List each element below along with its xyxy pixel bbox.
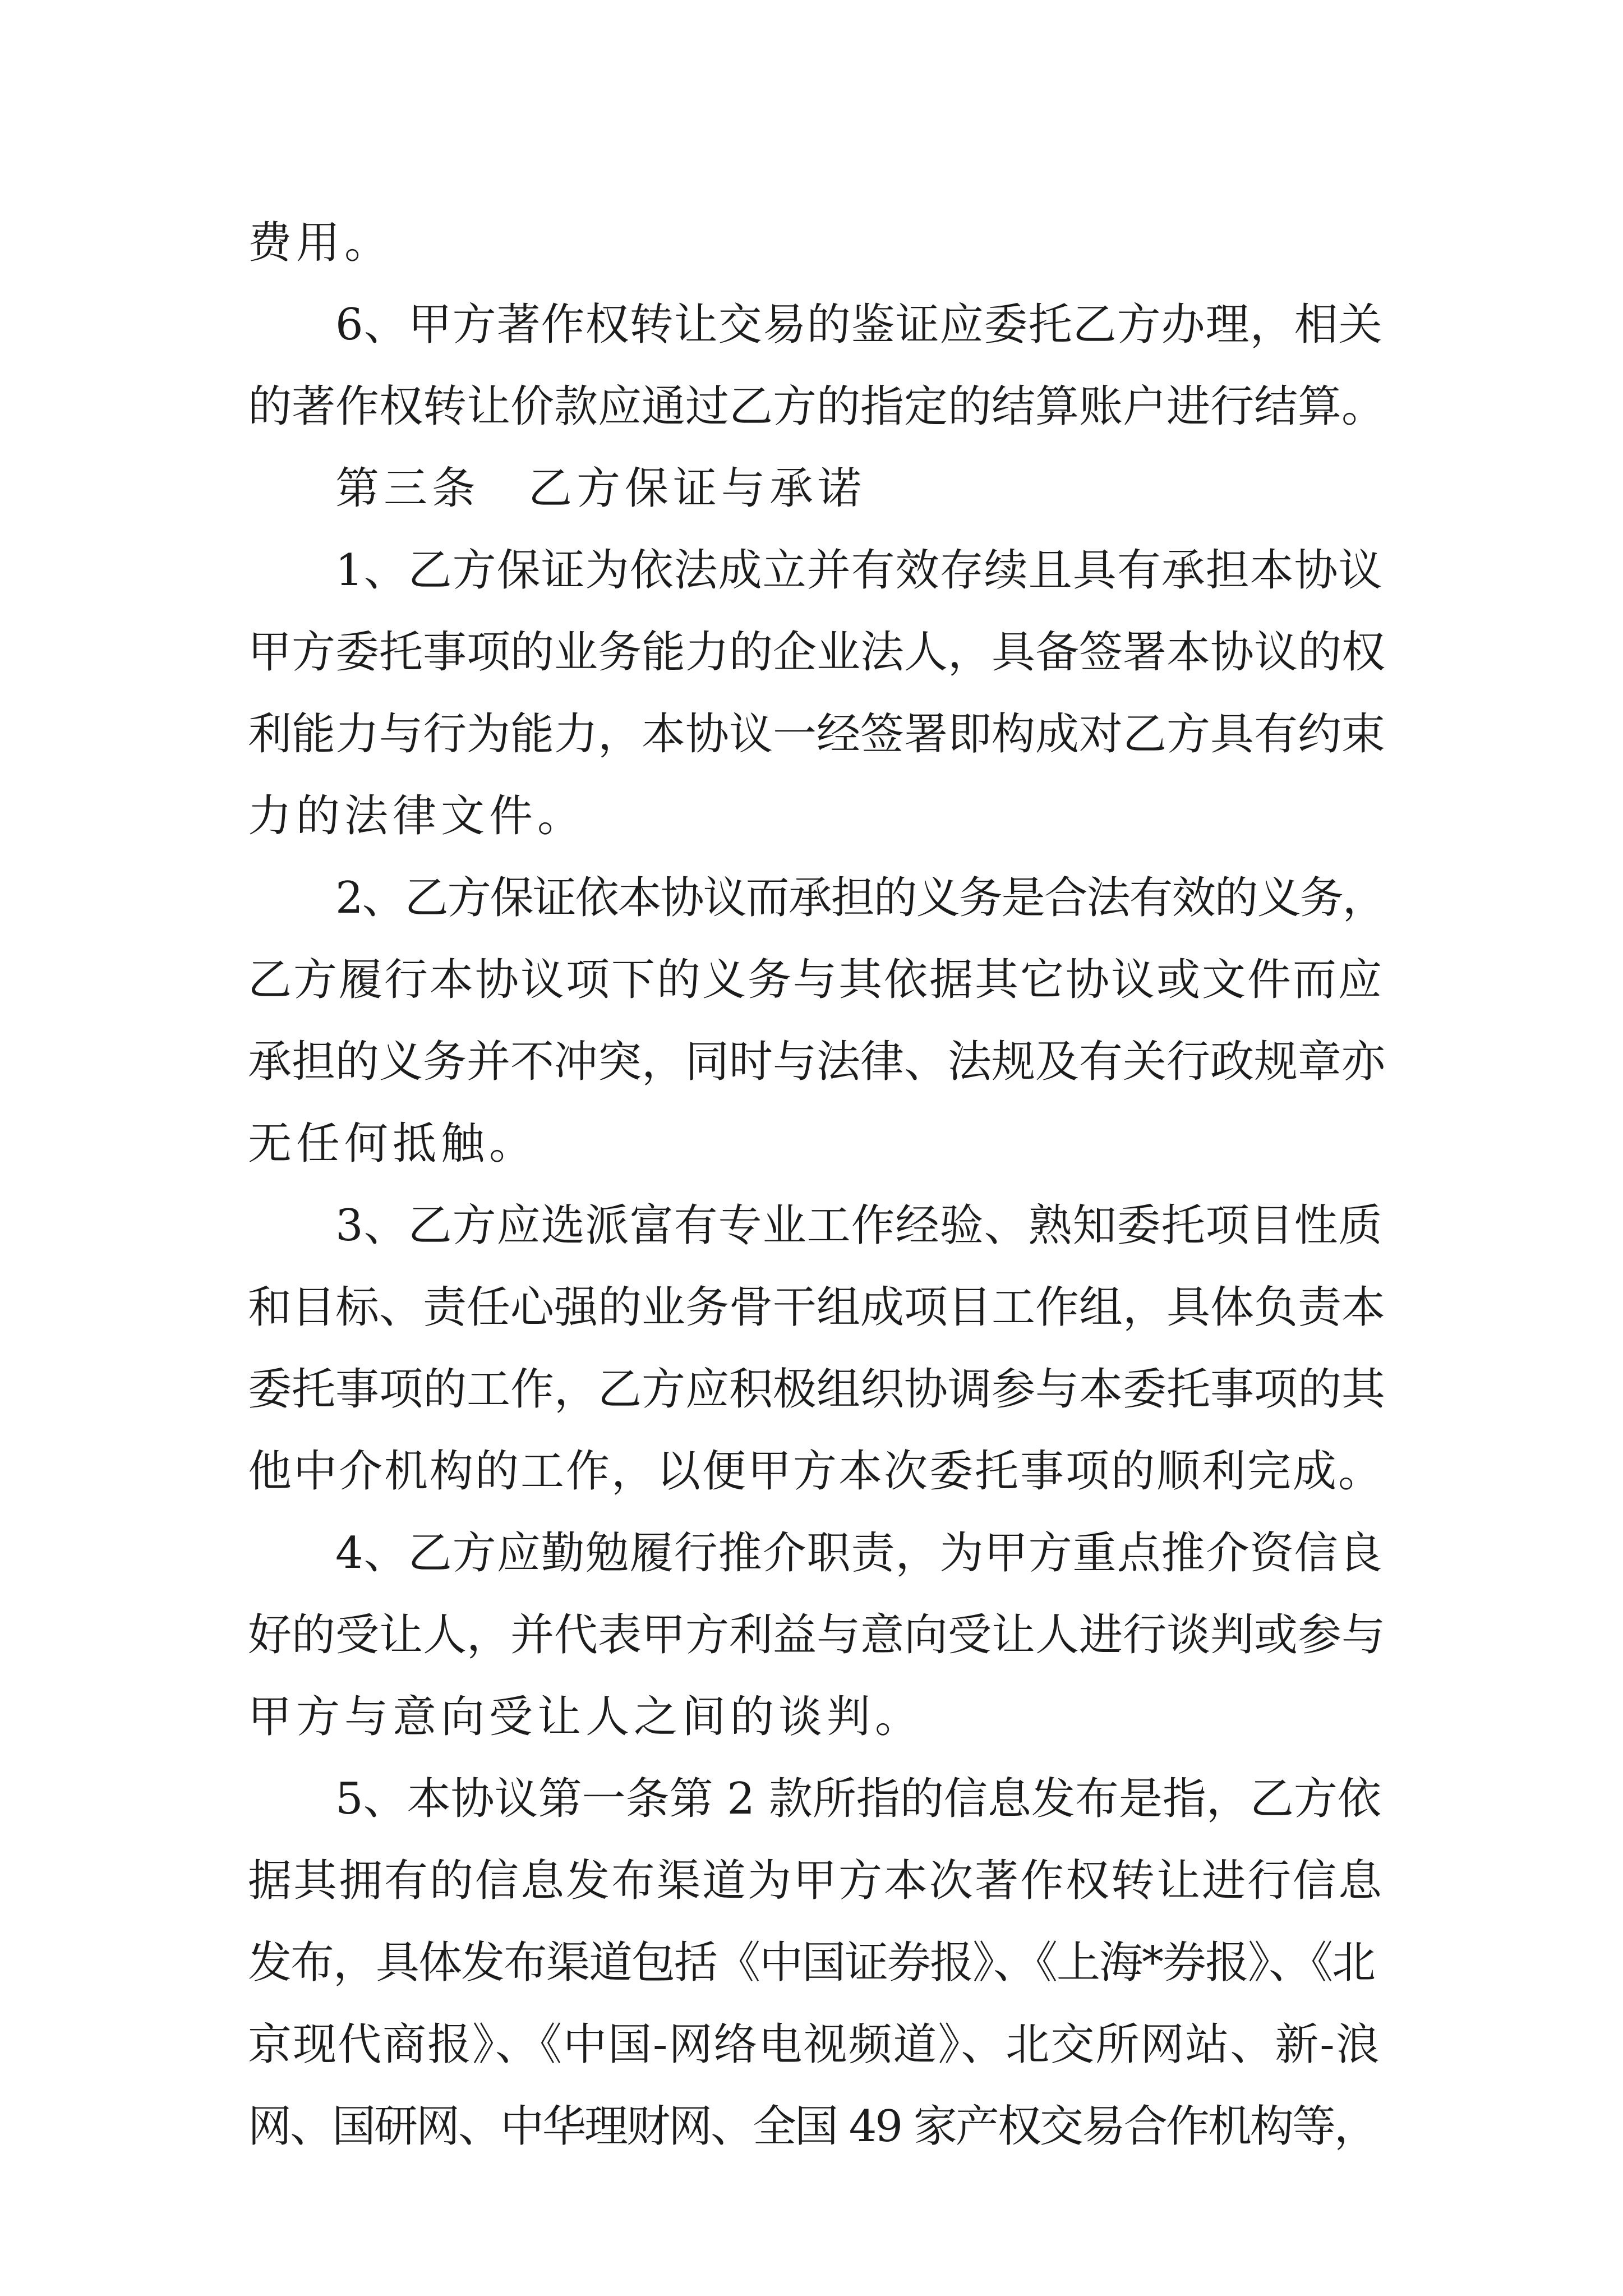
text-line: 第三条 乙方保证与承诺 [335,463,866,514]
text-line: 甲方委托事项的业务能力的企业法人，具备签署本协议的权 [248,627,1386,678]
text-line: 6、甲方著作权转让交易的鉴证应委托乙方办理，相关 [335,300,1383,350]
text-line: 网、国研网、中华理财网、全国 49 家产权交易合作机构等， [248,2101,1376,2152]
text-line: 1、乙方保证为依法成立并有效存续且具有承担本协议 [335,545,1383,596]
text-line: 委托事项的工作，乙方应积极组织协调参与本委托事项的其 [248,1364,1386,1415]
text-line: 3、乙方应选派富有专业工作经验、熟知委托项目性质 [335,1200,1383,1251]
text-line: 无任何抵触。 [248,1119,538,1169]
text-line: 乙方履行本协议项下的义务与其依据其它协议或文件而应 [248,955,1384,1005]
text-line: 费用。 [248,218,393,268]
text-line: 好的受让人，并代表甲方利益与意向受让人进行谈判或参与 [248,1610,1386,1660]
text-line: 4、乙方应勤勉履行推介职责，为甲方重点推介资信良 [335,1528,1383,1579]
text-line: 他中介机构的工作，以便甲方本次委托事项的顺利完成。 [248,1446,1384,1497]
text-line: 和目标、责任心强的业务骨干组成项目工作组，具体负责本 [248,1282,1386,1333]
text-line: 5、本协议第一条第 2 款所指的信息发布是指，乙方依 [335,1774,1381,1824]
text-line: 力的法律文件。 [248,791,586,841]
document-body [248,202,1386,2168]
text-line: 发布，具体发布渠道包括《中国证券报》、《上海*券报》、《北 [248,1938,1375,1988]
text-line: 京现代商报》、《中国-网络电视频道》、北交所网站、新-浪 [248,2019,1381,2070]
text-line: 承担的义务并不冲突，同时与法律、法规及有关行政规章亦 [248,1037,1386,1087]
text-line: 的著作权转让价款应通过乙方的指定的结算账户进行结算。 [248,381,1386,432]
text-line: 据其拥有的信息发布渠道为甲方本次著作权转让进行信息 [248,1856,1384,1906]
text-line: 甲方与意向受让人之间的谈判。 [248,1692,924,1742]
text-line: 利能力与行为能力，本协议一经签署即构成对乙方具有约束 [248,709,1386,760]
text-line: 2、乙方保证依本协议而承担的义务是合法有效的义务， [335,873,1385,923]
